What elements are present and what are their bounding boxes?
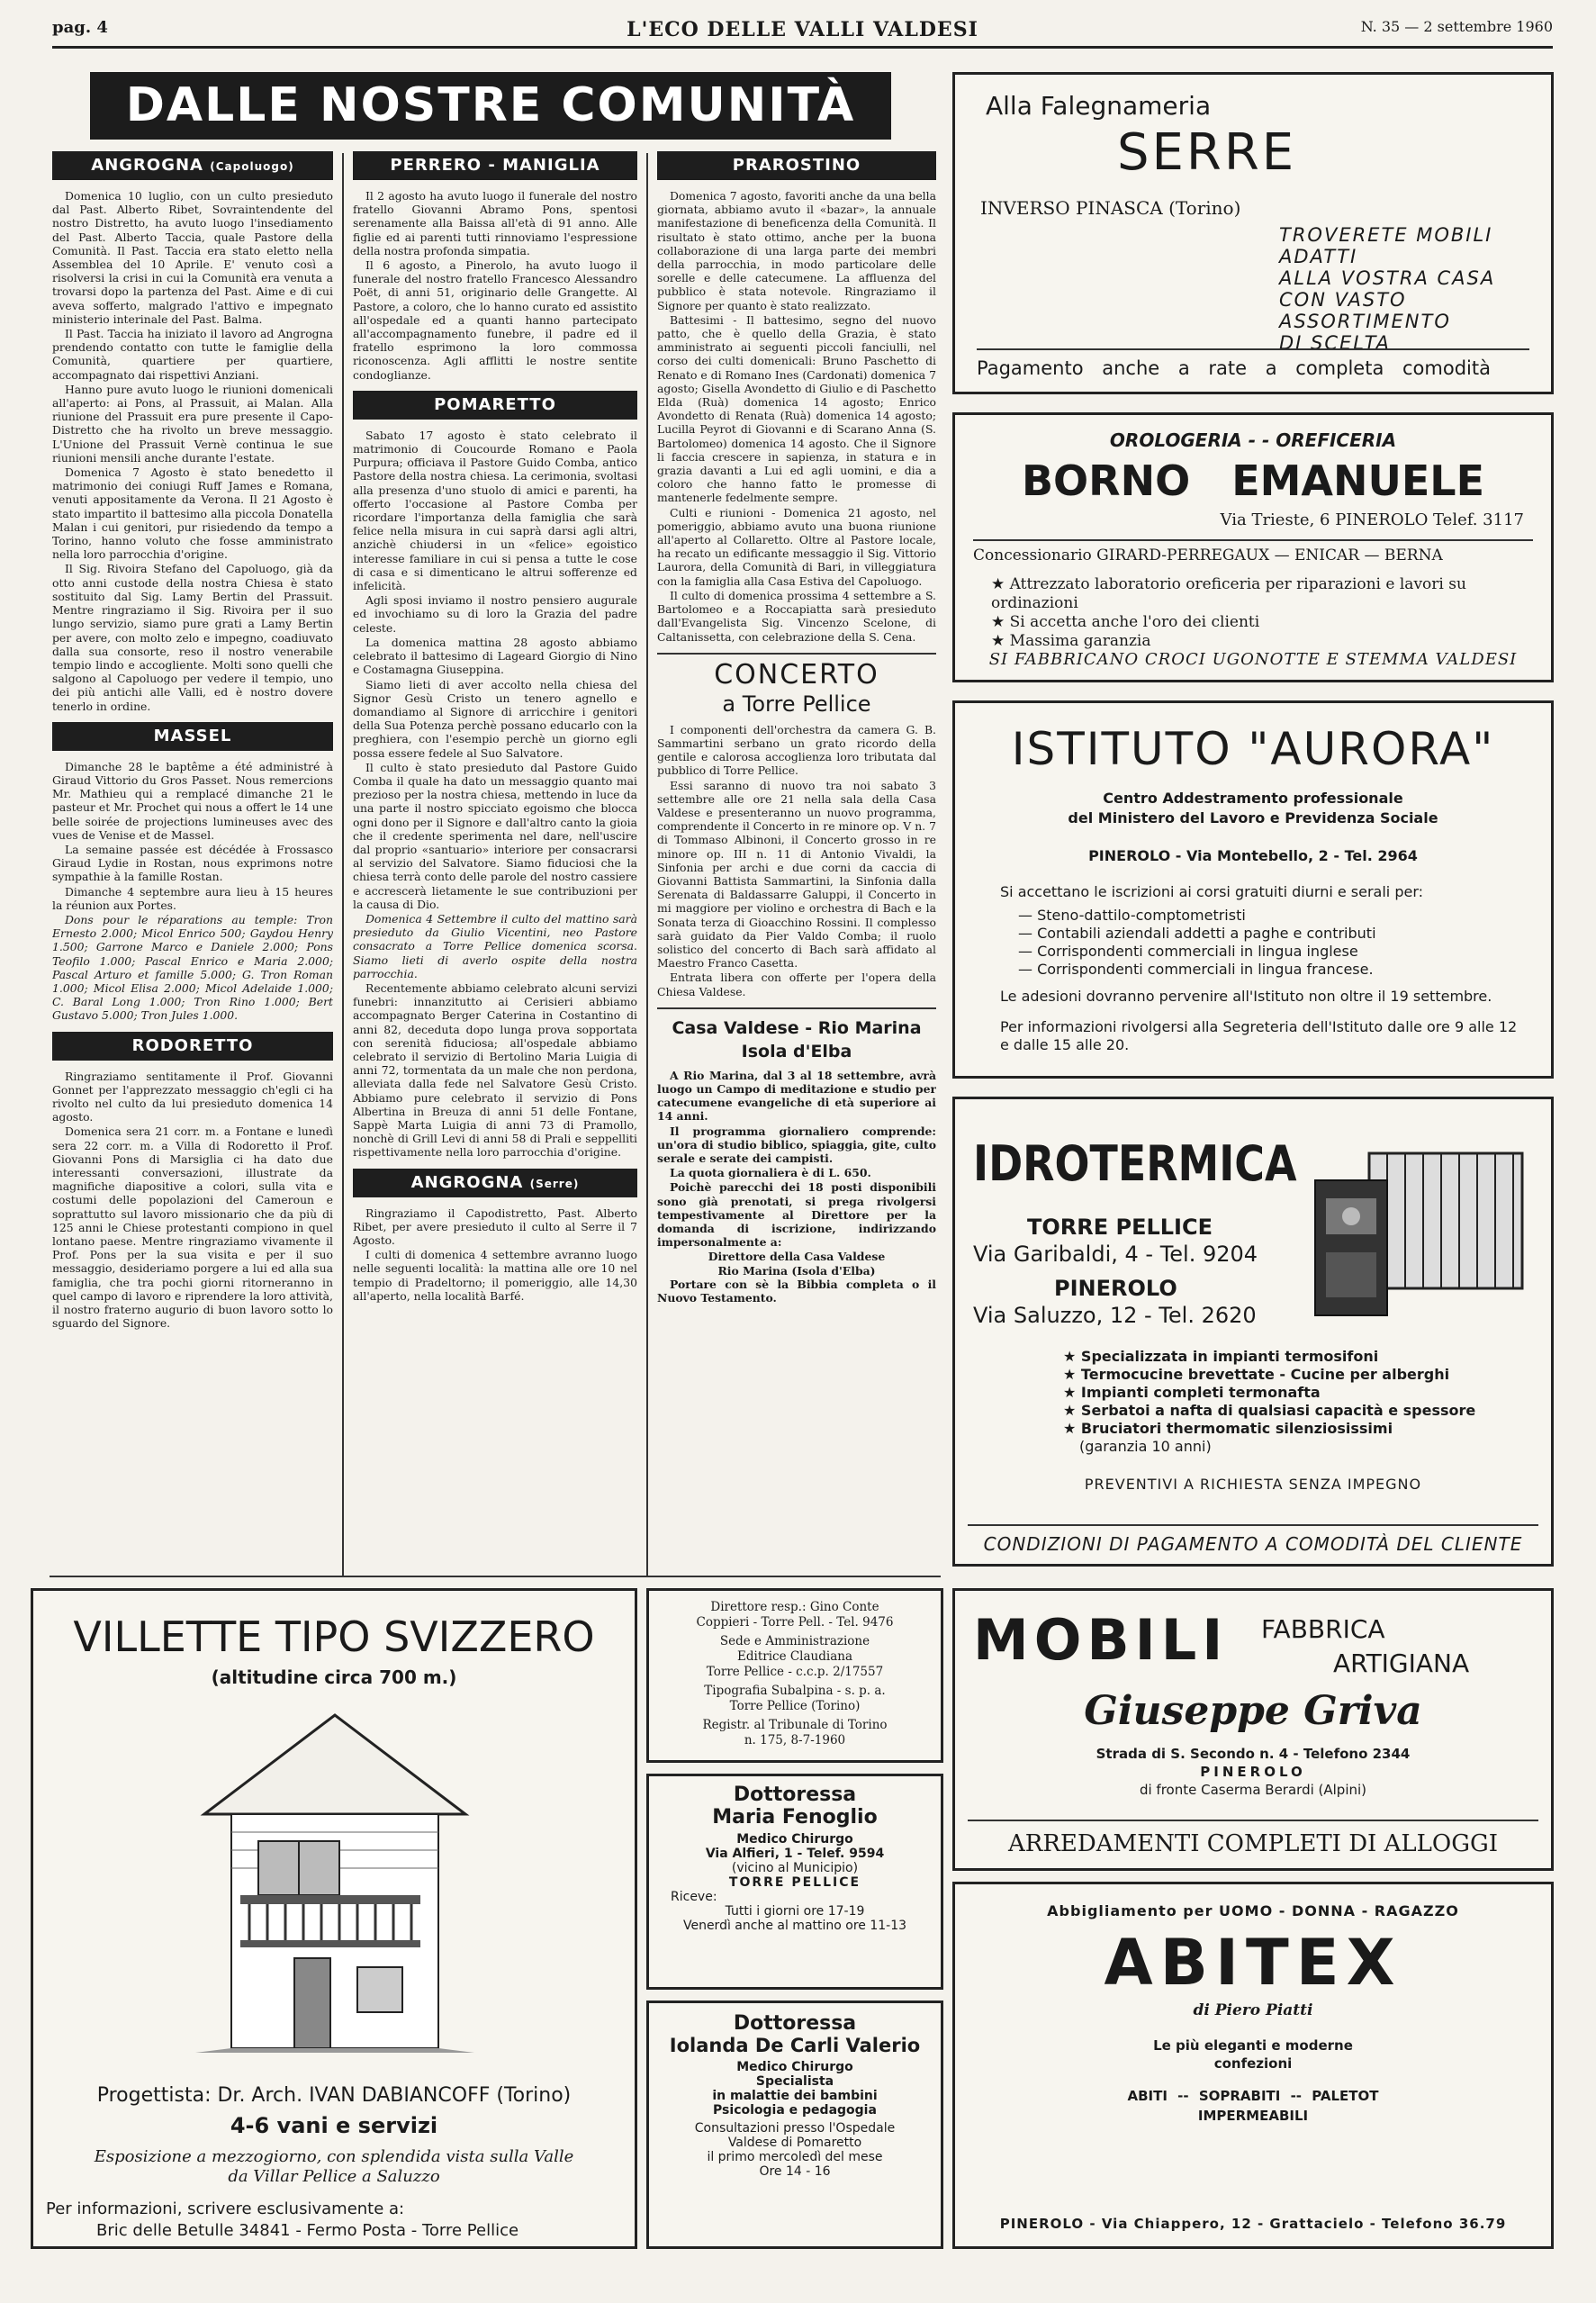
article-paragraph: Sabato 17 agosto è stato celebrato il matrimonio di Coucourde Romano e Paola Purpura; officiava il Pastore Guido Comba, antico Pastore della nostra chiesa. La cerimonia, svoltasi alla presenza d'uno stuolo di amici e parenti, ha offerto l'occasione al Pastore Comba per ricordare l'importanza della famiglia che sarà felice nella misura in cui saprà darsi agli altri, anzichè chiudersi in un «felice» egoistico interesse familiare in cui si pensa a tutte le cose di casa e si dimenticano le altrui sofferenze ed infelicità. xyxy=(353,428,637,593)
ad-footer: SI FABBRICANO CROCI UGONOTTE E STEMMA VALDESI xyxy=(988,650,1518,669)
article-paragraph: Essi saranno di nuovo tra noi sabato 3 settembre alle ore 21 nella sala della Casa Valdese e presenteranno un nuovo programma, comprendente il Concerto in re minore op. V n. 7 di Tommaso Albinoni, il Concerto grosso in re minore op. III n. 11 di Antonio Vivaldi, la Sinfonia per archi e due corni da caccia di Giovanni Battista Sammartini, la Sinfonia dalla Serenata di Baldassarre Galuppi, il Concerto in mi maggiore per violino e orchestra di Bach e la Sonata terza di Gioacchino Rossini. Il complesso sarà guidato da Pier Valdo Comba; il ruolo solistico del concerto di Bach sarà affidato al Maestro Franco Casetta. xyxy=(657,778,936,971)
colophon-line: Tipografia Subalpina - s. p. a. xyxy=(704,1684,886,1698)
article-paragraph: La quota giornaliera è di L. 650. xyxy=(670,1166,871,1180)
issue-date: N. 35 — 2 settembre 1960 xyxy=(1360,18,1553,35)
page-number: pag. 4 xyxy=(52,18,108,37)
concert-title: CONCERTO xyxy=(714,658,879,691)
ad-city: TORRE PELLICE xyxy=(728,1875,861,1890)
article-paragraph: Portare con sè la Bibbia completa o il Nuovo Testamento. xyxy=(657,1277,936,1305)
article-paragraph: I componenti dell'orchestra da camera G. B. Sammartini serbano un grato ricordo della gentile e calorosa accoglienza loro tributata dal pubblico di Torre Pellice. xyxy=(657,722,936,778)
page-header xyxy=(52,13,1553,49)
article-paragraph: Entrata libera con offerte per l'opera della Chiesa Valdese. xyxy=(657,971,936,998)
article-paragraph: Domenica sera 21 corr. m. a Fontane e lunedì sera 22 corr. m. a Villa di Rodoretto il Prof. Giovanni Pons di Marsiglia ci ha dato due interessanti conversazioni, illustrate da magnifiche diapositive a colori, sulla vita e costumi delle popolazioni del Cameroun e soprattutto sul lavoro missionario che da più di 125 anni le Chiese protestanti compiono in quel lontano paese. Mentre ringraziamo vivamente il Prof. Pons per la sua visita e per il suo messaggio, desideriamo porgere a lui ed alla sua famiglia, che tra pochi giorni ritorneranno in quel campo di lavoro e riprendere la loro attività, il nostro fraterno augurio di buon lavoro sotto lo sguardo del Signore. xyxy=(52,1124,333,1331)
article-paragraph: La semaine passée est décédée à Frossasco Giraud Lydie in Rostan, nous exprimons notre sympathie à la famille Rostan. xyxy=(52,842,333,884)
ad-riceve: Riceve: xyxy=(671,1890,717,1904)
ad-city: TORRE PELLICE xyxy=(1027,1215,1213,1240)
ad-exposure: Esposizione a mezzogiorno, con splendida vista sulla Valle da Villar Pellice a Saluzzo xyxy=(94,2147,574,2186)
article-paragraph: Dimanche 4 septembre aura lieu à 15 heures la réunion aux Portes. xyxy=(52,884,333,912)
ad-mobili-griva xyxy=(952,1588,1554,1871)
article-paragraph: Il programma giornaliero comprende: un'ora di studio biblico, spiaggia, gite, culto serale e serate dei campisti. xyxy=(657,1124,936,1165)
ad-idrotermica xyxy=(952,1097,1554,1567)
ad-name: Maria Fenoglio xyxy=(712,1806,878,1829)
article-paragraph: Il Sig. Rivoira Stefano del Capoluogo, già da otto anni custode della nostra Chiesa è stato sostituito dal Sig. Lamy Bertin del Prassuit. Mentre ringraziamo il Sig. Rivoira per il suo lungo servizio, siamo pure grati a Lamy Bertin per avere, con molto zelo e impegno, coadiuvato dalla sua consorte, reso il nostro venerabile tempio lindo e accogliente. Molti sono quelli che salgono al Capoluogo per vedere il tempio, uno dei più antichi alle Valli, ed è nostro dovere tenerlo in ordine. xyxy=(52,562,333,713)
ad-owner: Giuseppe Griva xyxy=(1084,1688,1422,1734)
ad-address: Via Garibaldi, 4 - Tel. 9204 xyxy=(973,1242,1258,1267)
ad-address: Bric delle Betulle 34841 - Fermo Posta - Torre Pellice xyxy=(96,2221,519,2240)
ad-spec: Psicologia e pedagogia xyxy=(713,2103,877,2118)
ad-near: (vicino al Municipio) xyxy=(731,1861,859,1875)
ad-istituto-aurora xyxy=(952,700,1554,1079)
article-paragraph: Domenica 7 agosto, favoriti anche da una bella giornata, abbiamo avuto il «bazar», la annuale manifestazione di beneficenza della Comunità. Il risultato è stato ottimo, anche per la buona collaborazione di una larga parte dei membri della parrocchia, in modo particolare delle sorelle e delle catecumene. La affluenza del pubblico è stata notevole. Ringraziamo il Signore per quanto è stato realizzato. xyxy=(657,189,936,312)
ad-abitex xyxy=(952,1882,1554,2249)
article-paragraph: I culti di domenica 4 settembre avranno luogo nelle seguenti località: la mattina alle ore 10 nel tempio di Pradeltorno; il pomeriggio, alle 14,30 all'aperto, nella località Barfé. xyxy=(353,1248,637,1303)
article-paragraph: Poichè parecchi dei 18 posti disponibili sono già prenotati, si prega rivolgersi tempestivamente al Direttore per la domanda di iscrizione, indirizzando impersonalmente a: xyxy=(657,1180,936,1250)
article-paragraph: Ringraziamo il Capodistretto, Past. Alberto Ribet, per avere presieduto il culto al Serre il 7 Agosto. xyxy=(353,1206,637,1248)
colophon-line: n. 175, 8-7-1960 xyxy=(744,1733,846,1748)
ad-subtitle: Centro Addestramento professionale xyxy=(1103,790,1403,807)
ad-list: ★ Attrezzato laboratorio oreficeria per riparazioni e lavori su ordinazioni ★ Si accetta anche l'oro dei clienti ★ Massima garanzia xyxy=(991,575,1466,650)
colophon-line: Torre Pellice - c.c.p. 2/17557 xyxy=(706,1665,884,1679)
article-paragraph: A Rio Marina, dal 3 al 18 settembre, avrà luogo un Campo di meditazione e studio per catecumene evangeliche di età superiore ai 14 anni. xyxy=(657,1068,936,1124)
article-paragraph: Recentemente abbiamo celebrato alcuni servizi funebri: innanzitutto ai Cerisieri abbiamo accompagnato Berger Caterina in Costantino di anni 82, deceduta dopo lunga prova sopportata con serenità fiduciosa; all'ospedale abbiamo celebrato il servizio di Bertolino Maria Luigia di anni 72, tormentata da un male che non perdona, alleviata dalla fede nel Salvatore Gesù Cristo. Abbiamo pure celebrato il servizio di Pons Albertina in Breuza di anni 51 delle Fontane, Sappè Marta Luigia di anni 73 di Pramollo, nonchè di Grill Levi di anni 58 di Prali e seppelliti rispettivamente nella loro parrocchia d'origine. xyxy=(353,980,637,1160)
ad-subtitle: del Ministero del Lavoro e Previdenza Sociale xyxy=(1068,809,1438,826)
ad-title: Dottoressa xyxy=(733,1784,857,1806)
ad-tagline: ARTIGIANA xyxy=(1333,1648,1470,1678)
article-paragraph: Ringraziamo sentitamente il Prof. Giovanni Gonnet per l'apprezzato messaggio ch'egli ci ha rivolto nel culto da lui presieduto domenica 14 agosto. xyxy=(52,1069,333,1124)
ad-borno-emanuele xyxy=(952,412,1554,682)
newspaper-title: L'ECO DELLE VALLI VALDESI xyxy=(627,18,978,41)
ad-items: IMPERMEABILI xyxy=(1197,2108,1309,2124)
ad-info: Per informazioni rivolgersi alla Segreteria dell'Istituto dalle ore 9 alle 12 e dalle 15 alle 20. xyxy=(1000,1018,1518,1053)
ad-title: Dottoressa xyxy=(733,2012,857,2035)
divider xyxy=(657,1007,936,1009)
ad-address: Strada di S. Secondo n. 4 - Telefono 2344 xyxy=(1096,1746,1411,1762)
ad-info: Per informazioni, scrivere esclusivamente a: xyxy=(46,2199,405,2218)
ad-hours: Venerdì anche al mattino ore 11-13 xyxy=(682,1919,907,1933)
section-rule xyxy=(50,1576,941,1577)
ad-spec: Specialista xyxy=(755,2074,834,2089)
ad-name: ISTITUTO "AURORA" xyxy=(1011,723,1495,775)
concert-subtitle: a Torre Pellice xyxy=(722,691,871,717)
colophon xyxy=(646,1588,943,1763)
ad-name: MOBILI xyxy=(973,1607,1229,1673)
colophon-line: Torre Pellice (Torino) xyxy=(729,1699,861,1713)
colophon-line: Direttore resp.: Gino Conte xyxy=(710,1600,879,1614)
ad-intro: Si accettano le iscrizioni ai corsi gratuiti diurni e serali per: xyxy=(1000,883,1424,900)
ad-address: Via Alfieri, 1 - Telef. 9594 xyxy=(705,1847,885,1861)
colophon-line: Editrice Claudiana xyxy=(737,1649,852,1664)
ad-footer: CONDIZIONI DI PAGAMENTO A COMODITÀ DEL CLIENTE xyxy=(968,1524,1538,1555)
ad-tagline: Le più eleganti e moderne xyxy=(1153,2037,1353,2054)
ad-deadline: Le adesioni dovranno pervenire all'Istituto non oltre il 19 settembre. xyxy=(1000,988,1492,1005)
article-paragraph: Battesimi - Il battesimo, segno del nuovo patto, che è quello della Grazia, è stato amministrato ai seguenti piccoli fanciulli, nel corso dei culti domenicali: Bruno Paschetto di Renato e di Romano Ines (Cardonati) domenica 7 agosto; Gisella Avondetto di Giulio e di Paschetto Elda (Ruà) domenica 14 agosto; Enrico Avondetto di Renata (Ruà) domenica 14 agosto; Lucilla Peyrot di Giovanni e di Scarano Anna (S. Bartolomeo) domenica 14 agosto. Che il Signore li faccia crescere in sapienza, in statura e in grazia davanti a Lui ed agli uomini, e dia a coloro che hanno fatto le promesse di mantenerle fedelmente sempre. xyxy=(657,312,936,505)
casa-valdese-subtitle: Isola d'Elba xyxy=(741,1041,852,1061)
ad-name: ABITEX xyxy=(1104,1926,1402,2000)
colophon-line: Coppieri - Torre Pell. - Tel. 9476 xyxy=(696,1615,894,1630)
ad-address: Via Trieste, 6 PINEROLO Telef. 3117 xyxy=(1220,510,1524,529)
ad-dott-de-carli xyxy=(646,2000,943,2249)
divider xyxy=(657,653,936,655)
article-paragraph: Il culto di domenica prossima 4 settembre a S. Bartolomeo e a Roccapiatta sarà presieduto dall'Evangelista Sig. Vincenzo Scelone, di Caltanissetta, con celebrazione della S. Cena. xyxy=(657,588,936,644)
ad-consult: Ore 14 - 16 xyxy=(759,2164,831,2179)
ad-falegnameria-serre xyxy=(952,72,1554,394)
ad-services-list: ★ Specializzata in impianti termosifoni ★ Termocucine brevettate - Cucine per alberghi ★ Impianti completi termonafta ★ Serbatoi a nafta di qualsiasi capacità e spessore ★ Bruciatori thermomatic silenziosissimi (garanzia 10 anni) xyxy=(1063,1348,1476,1455)
ad-consult: il primo mercoledì del mese xyxy=(707,2150,883,2164)
ad-role: Medico Chirurgo xyxy=(736,1832,853,1847)
colophon-line: Sede e Amministrazione xyxy=(719,1634,870,1648)
ad-name: IDROTERMICA xyxy=(973,1135,1297,1192)
ad-name: SERRE xyxy=(1117,123,1297,182)
ad-title: VILLETTE TIPO SVIZZERO xyxy=(73,1612,595,1661)
ad-address: Via Saluzzo, 12 - Tel. 2620 xyxy=(973,1303,1257,1328)
ad-line: Abbigliamento per UOMO - DONNA - RAGAZZO xyxy=(1047,1902,1459,1919)
ad-city: PINEROLO xyxy=(1200,1764,1306,1780)
column-rule xyxy=(342,153,344,1576)
article-paragraph: La domenica mattina 28 agosto abbiamo celebrato il battesimo di Lageard Giorgio di Nino e Costamagna Giuseppina. xyxy=(353,635,637,677)
ad-city: PINEROLO xyxy=(1054,1276,1177,1301)
ad-consult: Valdese di Pomaretto xyxy=(727,2136,862,2150)
section-heading-angrogna-serre: ANGROGNA (Serre) xyxy=(353,1169,637,1197)
section-heading-massel: MASSEL xyxy=(52,722,333,751)
ad-subtitle: (altitudine circa 700 m.) xyxy=(211,1666,457,1688)
ad-name: BORNO EMANUELE xyxy=(1021,456,1484,505)
ad-near: di fronte Caserma Berardi (Alpini) xyxy=(1139,1782,1367,1798)
ad-footer: Pagamento anche a rate a completa comodità xyxy=(977,348,1529,379)
section-heading-pomaretto: POMARETTO xyxy=(353,391,637,420)
ad-tagline: confezioni xyxy=(1213,2055,1293,2072)
article-paragraph: Hanno pure avuto luogo le riunioni domenicali all'aperto: ai Pons, al Prassuit, ai Malan. Alla riunione del Prassuit era pure presente il Capo-Distretto che ha rivolto un breve messaggio. L'Unione del Prassuit Vernè continua le sue riunioni mensili anche durante l'estate. xyxy=(52,382,333,465)
ad-estimate: PREVENTIVI A RICHIESTA SENZA IMPEGNO xyxy=(1084,1476,1422,1493)
section-banner: DALLE NOSTRE COMUNITÀ xyxy=(90,72,891,140)
ad-course-list: — Steno-dattilo-comptometristi — Contabili aziendali addetti a paghe e contributi — Corrispondenti commerciali in lingua inglese — Corrispondenti commerciali in lingua francese. xyxy=(1018,907,1376,978)
article-paragraph: Culti e riunioni - Domenica 21 agosto, nel pomeriggio, abbiamo avuto una buona riunione all'aperto al Collaretto. Oltre al Pastore locale, ha recato un edificante messaggio il Sig. Vittorio Laurora, della Comunità di Bari, in villeggiatura con la famiglia alla Casa Estiva del Capoluogo. xyxy=(657,505,936,588)
column-2 xyxy=(353,151,637,1567)
address-line: Direttore della Casa Valdese xyxy=(708,1250,886,1264)
ad-consult: Consultazioni presso l'Ospedale xyxy=(694,2121,896,2136)
ad-line: OROLOGERIA - - OREFICERIA xyxy=(1109,429,1397,451)
ad-role: Medico Chirurgo xyxy=(736,2060,853,2074)
section-heading-prarostino: PRAROSTINO xyxy=(657,151,936,180)
ad-dealer: Concessionario GIRARD-PERREGAUX — ENICAR — BERNA xyxy=(973,539,1533,564)
ad-place: INVERSO PINASCA (Torino) xyxy=(980,197,1241,219)
ad-villette-svizzero xyxy=(31,1588,637,2249)
ad-slogan: TROVERETE MOBILI ADATTI ALLA VOSTRA CASA CON VASTO ASSORTIMENTO DI SCELTA xyxy=(1279,224,1496,354)
article-paragraph: Il 6 agosto, a Pinerolo, ha avuto luogo il funerale del nostro fratello Francesco Alessandro Poët, di anni 51, originario delle Grangette. Al Pastore, a coloro, che lo hanno curato ed assistito all'ospedale ed a quanti hanno partecipato all'accompagnamento funebre, il padre ed il fratello esprimono la loro commossa riconoscenza. Agli afflitti le nostre sentite condoglianze. xyxy=(353,258,637,382)
ad-address: PINEROLO - Via Montebello, 2 - Tel. 2964 xyxy=(1088,847,1418,864)
ad-dott-fenoglio xyxy=(646,1774,943,1990)
ad-spec: in malattie dei bambini xyxy=(712,2089,878,2103)
ad-name: Iolanda De Carli Valerio xyxy=(669,2035,921,2056)
address-line: Rio Marina (Isola d'Elba) xyxy=(717,1263,876,1278)
ad-line: Alla Falegnameria xyxy=(986,91,1212,121)
article-paragraph: Il 2 agosto ha avuto luogo il funerale del nostro fratello Giovanni Abramo Pons, spentosi serenamente alla Baissa all'età di 91 anno. Alle figlie ed ai parenti tutti rinnoviamo l'espressione della nostra profonda simpatia. xyxy=(353,189,637,257)
ad-rooms: 4-6 vani e servizi xyxy=(230,2113,438,2138)
section-heading-perrero: PERRERO - MANIGLIA xyxy=(353,151,637,180)
article-paragraph: Il culto è stato presieduto dal Pastore Guido Comba il quale ha dato un messaggio quanto mai prezioso per la nostra chiesa, mettendo in luce da una parte il nostro spicciato egoismo che blocca ogni dono per il Signore e dall'altro canto la gioia che il credente sperimenta nel dare, nell'uscire dal proprio «santuario» interiore per consacrarsi al servizio del Salvatore. Siamo fiduciosi che la chiesa terrà conto delle parole del nostro cassiere e accrescerà lietamente le sue contribuzioni per la causa di Dio. xyxy=(353,760,637,911)
article-paragraph: Agli sposi inviamo il nostro pensiero augurale ed invochiamo su di loro la Grazia del padre celeste. xyxy=(353,593,637,635)
ad-items: ABITI -- SOPRABITI -- PALETOT xyxy=(1127,2088,1379,2104)
article-paragraph: Siamo lieti di aver accolto nella chiesa del Signor Gesù Cristo un tenero agnello e domandiamo al Signore di arricchire i genitori della Sua Potenza perchè possano educarlo con la preghiera, con l'esempio perchè un giorno egli possa essere fedele al Suo Salvatore. xyxy=(353,677,637,760)
article-paragraph: Domenica 10 luglio, con un culto presieduto dal Past. Alberto Ribet, Sovraintendente del nostro Distretto, ha avuto luogo l'insediamento del Past. Alberto Taccia, quale Pastore della Comunità. Il Past. Taccia era stato eletto nella Assemblea del 10 Aprile. E' venuto così a risolversi la crisi in cui la Comunità era venuta a trovarsi dopo la partenza del Past. Aime e di cui aveva sofferto, malgrado l'attivo e impegnato ministerio interinale del Past. Balma. xyxy=(52,189,333,326)
column-3 xyxy=(657,151,936,1567)
ad-address: PINEROLO - Via Chiappero, 12 - Grattacielo - Telefono 36.79 xyxy=(999,2216,1507,2232)
ad-designer: Progettista: Dr. Arch. IVAN DABIANCOFF (Torino) xyxy=(96,2084,572,2107)
ad-owner: di Piero Piatti xyxy=(1193,2001,1313,2019)
article-paragraph: Domenica 7 Agosto è stato benedetto il matrimonio dei coniugi Ruff James e Romana, venuti appositamente da Verona. Il 21 Agosto è stato impartito il battesimo alla piccola Donatella Malan i cui genitori, pur risiedendo da tempo a Torino, hanno voluto che fosse amministrato nella loro parrocchia d'origine. xyxy=(52,465,333,562)
article-paragraph: Il Past. Taccia ha iniziato il lavoro ad Angrogna prendendo contatto con tutte le famiglie della Comunità, quartiere per quartiere, accompagnato dai rispettivi Anziani. xyxy=(52,327,333,382)
article-paragraph: Dimanche 28 le baptême a été administré à Giraud Vittorio du Gros Passet. Nous remercions Mr. Mathieu qui a remplacé dimanche 21 le pasteur et Mr. Prochet qui nous a offert le 14 une belle soirée de projections lumineuses avec des vues de Venise et de Massel. xyxy=(52,759,333,842)
section-heading-rodoretto: RODORETTO xyxy=(52,1032,333,1061)
article-paragraph: Dons pour le réparations au temple: Tron Ernesto 2.000; Micol Enrico 500; Gaydou Henry 1.500; Garrone Marco e Daniele 2.000; Pons Teofilo 1.000; Pascal Enrico e Maria 2.000; Pascal Arturo et famille 5.000; G. Tron Roman 1.000; Micol Elisa 2.000; Micol Adelaide 1.000; C. Baral Long 1.000; Tron Rino 1.000; Bert Gustavo 5.000; Tron Jules 1.000. xyxy=(52,912,333,1023)
column-rule xyxy=(646,153,648,1576)
article-paragraph: Domenica 4 Settembre il culto del mattino sarà presieduto da Giulio Vicentini, neo Pastore consacrato a Torre Pellice domenica scorsa. Siamo lieti di averlo ospite della nostra parrocchia. xyxy=(353,911,637,980)
column-1 xyxy=(52,151,333,1567)
section-heading-angrogna: ANGROGNA (Capoluogo) xyxy=(52,151,333,180)
chalet-illustration xyxy=(186,1697,483,2066)
ad-hours: Tutti i giorni ore 17-19 xyxy=(725,1904,865,1919)
colophon-line: Registr. al Tribunale di Torino xyxy=(702,1718,888,1732)
boiler-illustration xyxy=(1306,1117,1540,1333)
casa-valdese-title: Casa Valdese - Rio Marina xyxy=(672,1017,922,1038)
ad-tagline: FABBRICA xyxy=(1261,1614,1385,1644)
ad-footer: ARREDAMENTI COMPLETI DI ALLOGGI xyxy=(968,1820,1538,1857)
